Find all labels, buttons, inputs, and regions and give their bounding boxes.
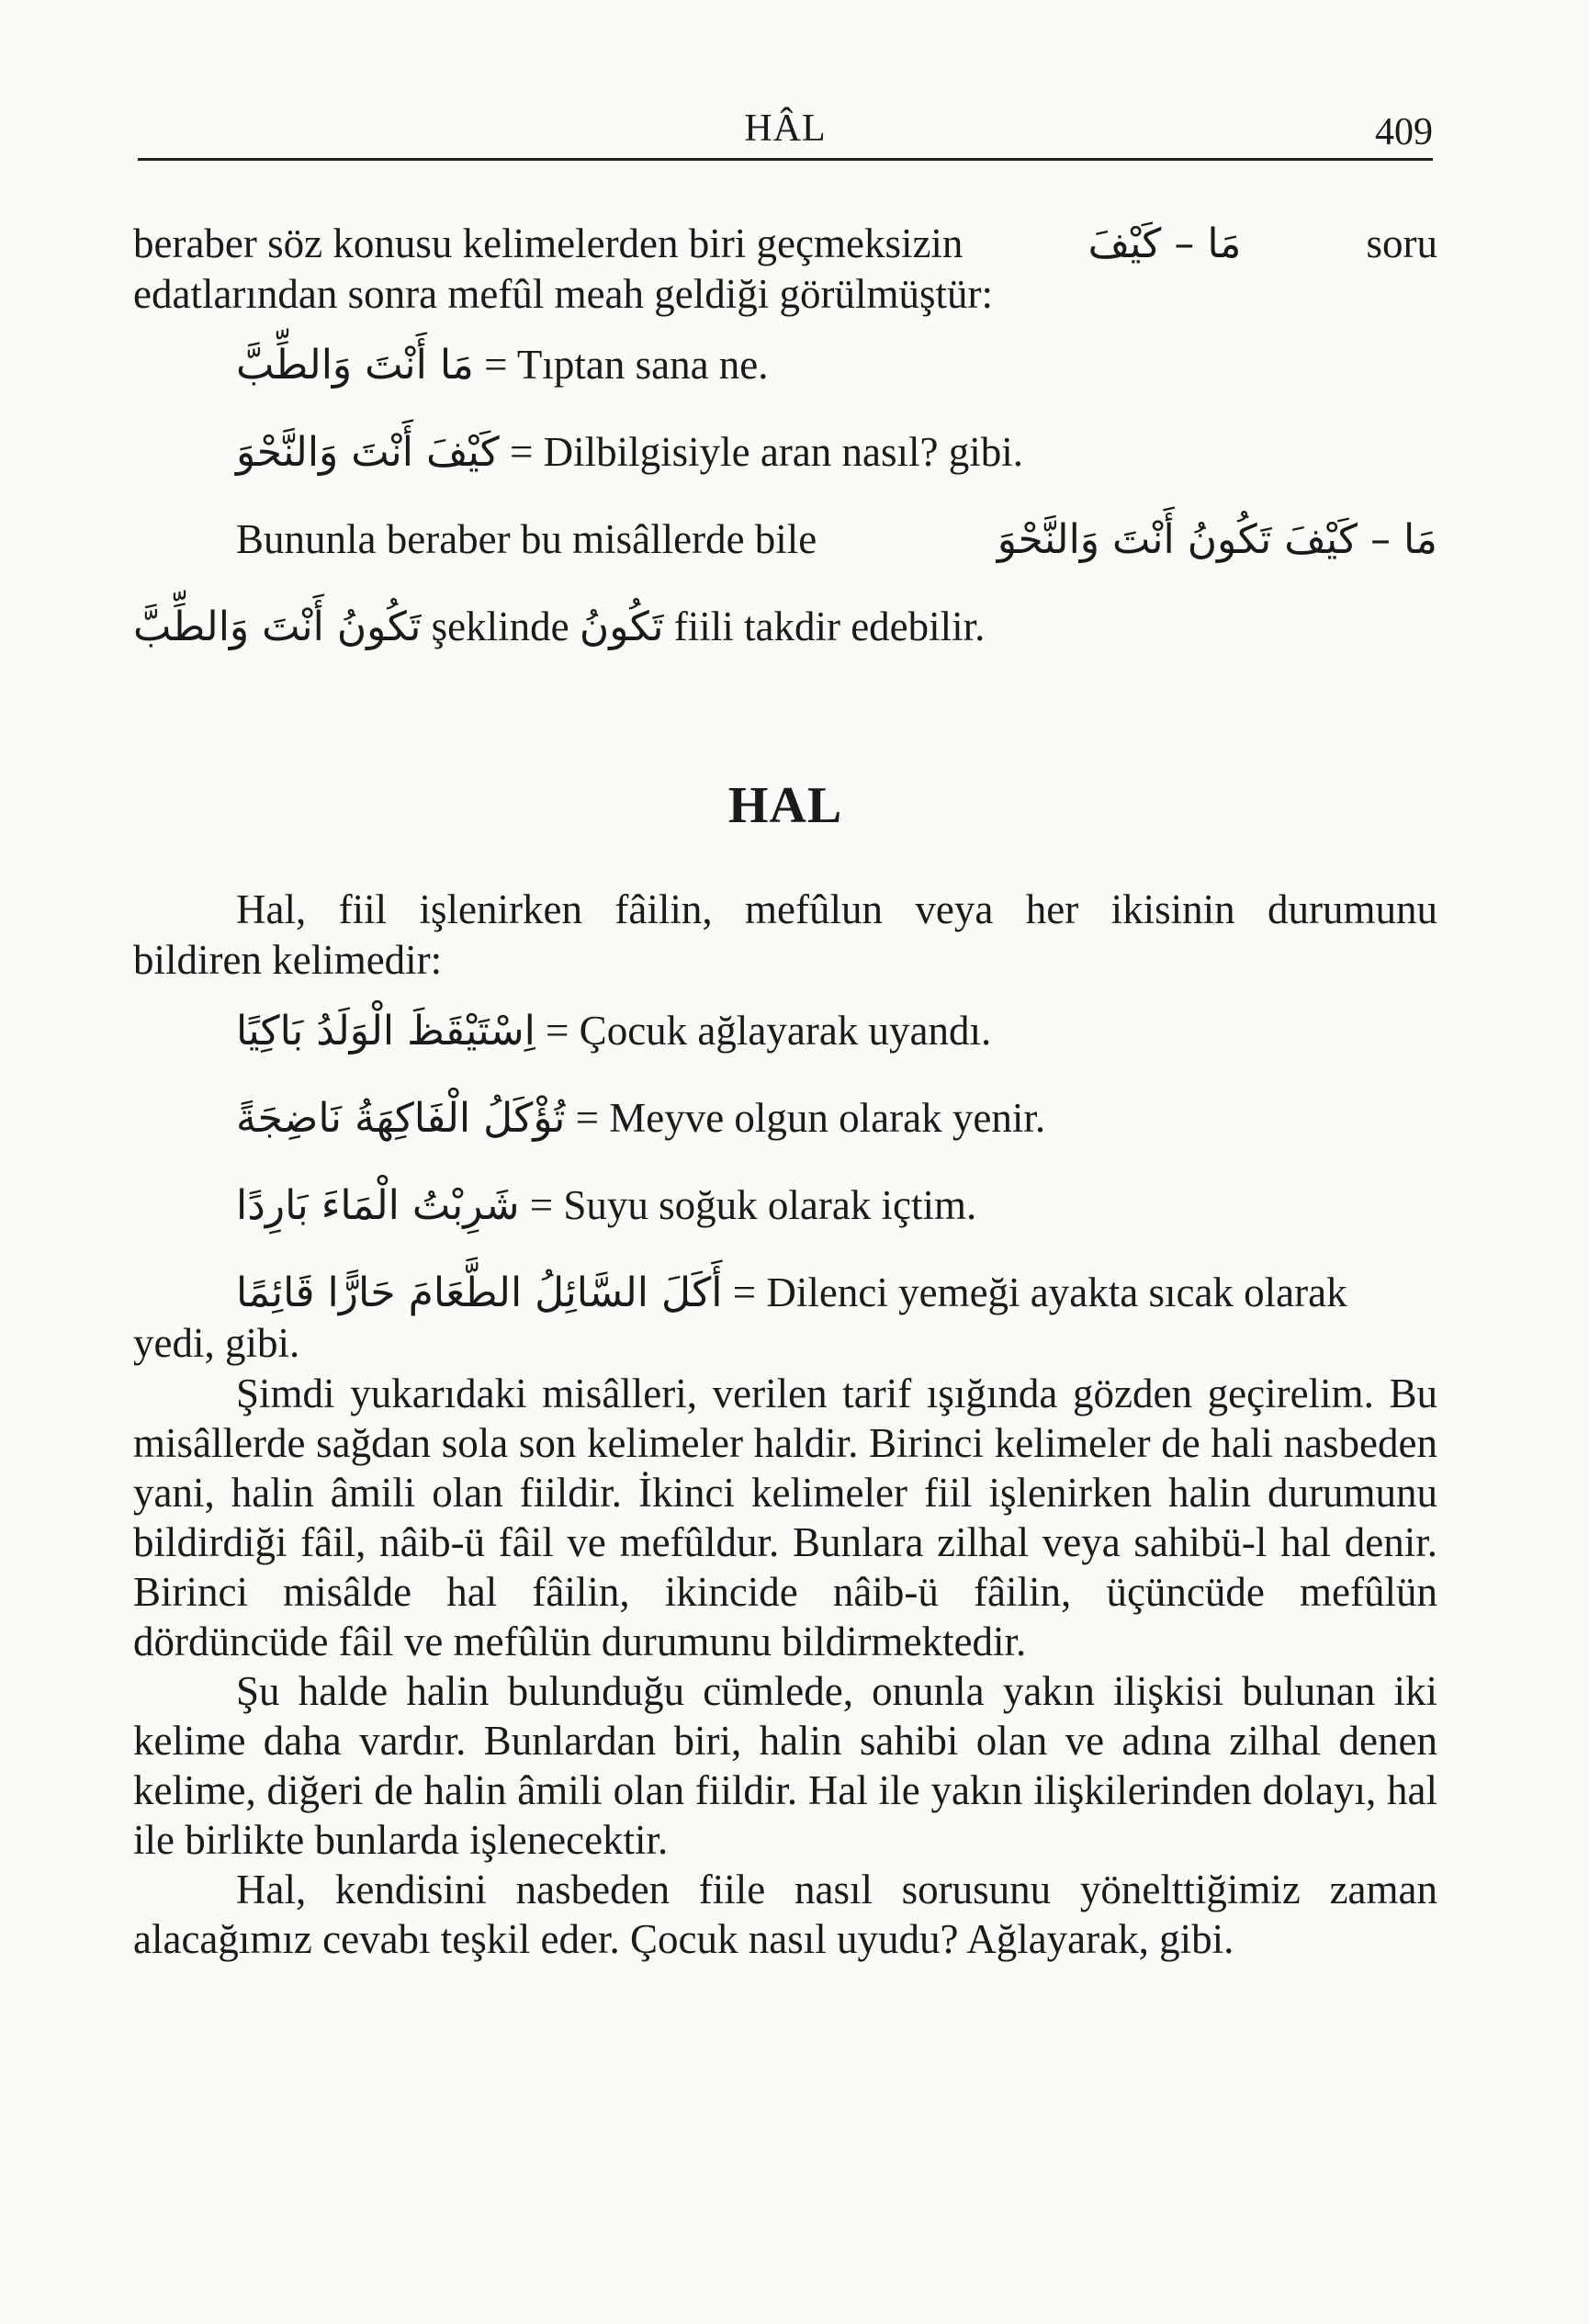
intro-example-2-arabic: كَيْفَ أَنْتَ وَالنَّحْوَ <box>236 429 500 476</box>
hal-example-1-arabic: اِسْتَيْقَظَ الْوَلَدُ بَاكِيًا <box>236 1008 535 1055</box>
intro-line-1-arabic: مَا – كَيْفَ <box>1088 220 1242 267</box>
definition-line-1: Hal, fiil işlenirken fâilin, mefûlun veya her ikisinin durumunu <box>236 886 1437 932</box>
hal-example-tail: yedi, gibi. <box>133 1320 300 1366</box>
intro-example-2 <box>133 427 1437 478</box>
definition-line-2: bildiren kelimedir: <box>133 937 443 983</box>
paragraph-1: Şimdi yukarıdaki misâlleri, verilen tarif ışığında gözden geçirelim. Bu misâllerde sağdan sola son kelimeler haldir. Birinci kelimeler de hali nasbeden yani, halin âmili olan fiildir. İkinci kelimeler fiil işlenirken halin durumunu bildirdiği fâil, nâib-ü fâil ve mefûldur. Bunlara zilhal veya sahibü-l hal denir. Birinci misâlde hal fâilin, ikincide nâib-ü fâilin, üçüncüde mefûlün dördüncüde fâil ve mefûlün durumunu bildirmektedir. <box>133 1371 1437 1664</box>
hal-example-4-translation: = Dilenci yemeği ayakta sıcak olarak <box>732 1269 1347 1315</box>
page-body <box>133 219 1437 1964</box>
paragraph-3: Hal, kendisini nasbeden fiile nasıl sorusunu yönelttiğimiz zaman alacağımız cevabı teşkil eder. Çocuk nasıl uyudu? Ağlayarak, gibi. <box>133 1867 1437 1962</box>
intro-example-2-translation: = Dilbilgisiyle aran nasıl? gibi. <box>509 429 1023 475</box>
paragraph-2: Şu halde halin bulunduğu cümlede, onunla yakın ilişkisi bulunan iki kelime daha vardır. Bunlardan biri, halin sahibi olan ve adına zilhal denen kelime, diğeri de halin âmili olan fiildir. Hal ile yakın ilişkilerinden dolayı, hal ile birlikte bunlarda işlenecektir. <box>133 1668 1437 1863</box>
intro-example-1 <box>133 340 1437 390</box>
hal-example-2 <box>133 1093 1437 1144</box>
hal-example-1-translation: = Çocuk ağlayarak uyandı. <box>546 1008 992 1054</box>
hal-example-3 <box>133 1180 1437 1231</box>
intro-example-1-arabic: مَا أَنْتَ وَالطِّبَّ <box>236 342 474 389</box>
intro-example-1-translation: = Tıptan sana ne. <box>484 342 769 388</box>
intro-line-3 <box>133 514 1437 565</box>
intro-line-4-text-a: şeklinde <box>431 604 569 649</box>
hal-example-2-translation: = Meyve olgun olarak yenir. <box>575 1095 1046 1141</box>
intro-line-4-arabic-a: تَكُونُ أَنْتَ وَالطِّبَّ <box>133 604 422 650</box>
page-header <box>138 103 1433 161</box>
hal-example-2-arabic: تُؤْكَلُ الْفَاكِهَةُ نَاضِجَةً <box>236 1095 566 1142</box>
intro-line-1 <box>133 219 1437 269</box>
page-number: 409 <box>1375 111 1433 153</box>
section-heading: HAL <box>727 777 843 834</box>
intro-line-1-end: soru <box>1366 220 1437 266</box>
intro-line-4-arabic-b: تَكُونُ <box>579 604 664 650</box>
running-title: HÂL <box>744 107 827 150</box>
intro-line-3-text: Bununla beraber bu misâllerde bile <box>236 516 817 562</box>
hal-example-4 <box>133 1268 1437 1318</box>
intro-line-2: edatlarından sonra mefûl meah geldiği görülmüştür: <box>133 271 993 317</box>
hal-example-3-translation: = Suyu soğuk olarak içtim. <box>529 1182 977 1228</box>
hal-example-3-arabic: شَرِبْتُ الْمَاءَ بَارِدًا <box>236 1182 520 1229</box>
intro-line-3-arabic: مَا – كَيْفَ تَكُونُ أَنْتَ وَالنَّحْوَ <box>997 516 1437 563</box>
intro-line-4 <box>133 602 1437 652</box>
intro-line-4-text-b: fiili takdir edebilir. <box>673 604 986 649</box>
hal-example-1 <box>133 1006 1437 1056</box>
intro-line-1-text: beraber söz konusu kelimelerden biri geçmeksizin <box>133 220 964 266</box>
hal-example-4-arabic: أَكَلَ السَّائِلُ الطَّعَامَ حَارًّا قَائِمًا <box>236 1269 723 1316</box>
